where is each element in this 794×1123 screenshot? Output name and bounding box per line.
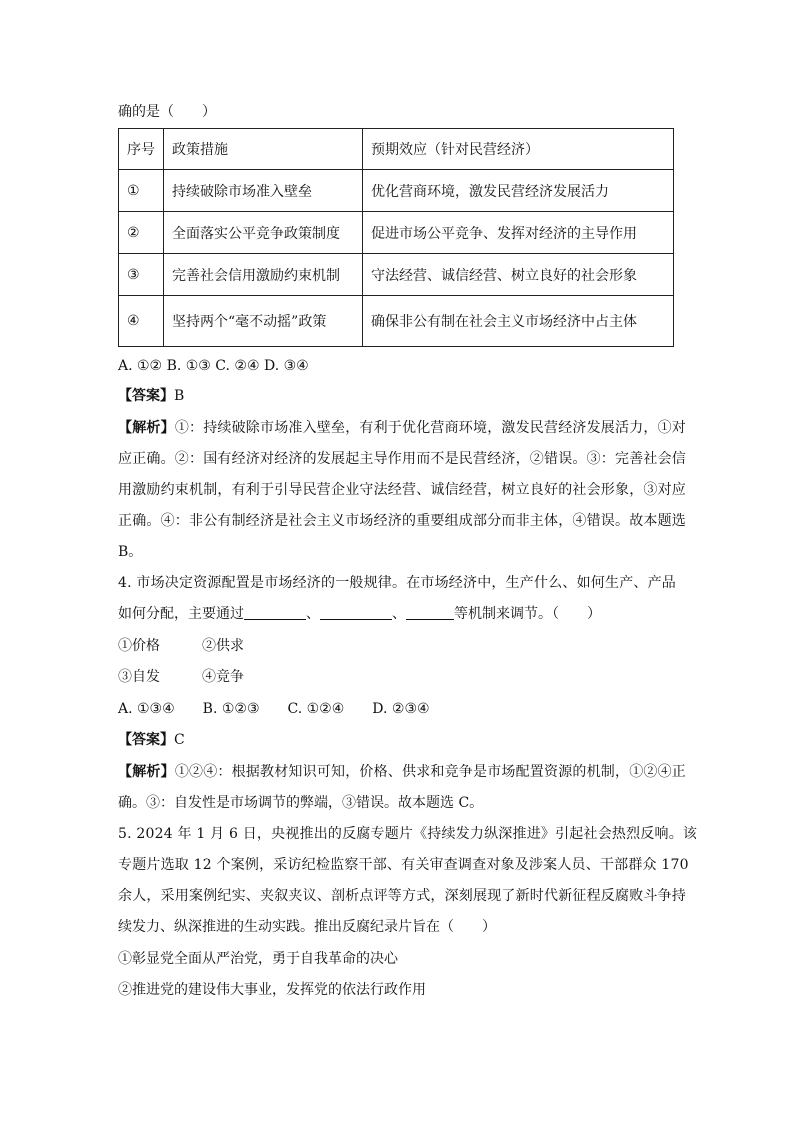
q5-stem-line: 余人，采用案例纪实、夹叙夹议、剖析点评等方式，深刻展现了新时代新征程反腐败斗争持 <box>118 888 686 904</box>
q4-answer <box>118 730 185 750</box>
q4-options: A. ①③④ B. ①②③ C. ①②④ D. ②③④ <box>118 701 430 717</box>
table-cell: ④ <box>119 296 164 347</box>
q4-analysis-line: 确。③：自发性是市场调节的弊端，③错误。故本题选 C。 <box>118 795 484 811</box>
table-cell: 优化营商环境，激发民营经济发展活力 <box>363 170 674 212</box>
q4-stem-text: 如何分配，主要通过 <box>118 606 244 622</box>
q3-analysis-line <box>118 418 686 438</box>
q4-stem-line <box>118 604 601 624</box>
analysis-label: 【解析】 <box>118 764 175 780</box>
q5-item: ②推进党的建设伟大事业，发挥党的依法行政作用 <box>118 982 426 998</box>
q4-stem-line: 4. 市场决定资源配置是市场经济的一般规律。在市场经济中，生产什么、如何生产、产品 <box>118 575 677 591</box>
separator: 、 <box>392 606 406 622</box>
table-cell: 全面落实公平竞争政策制度 <box>164 212 363 254</box>
separator: 、 <box>306 606 320 622</box>
table-cell: 确保非公有制在社会主义市场经济中占主体 <box>363 296 674 347</box>
q3-analysis-line: 应正确。②：国有经济对经济的发展起主导作用而不是民营经济，②错误。③：完善社会信 <box>118 451 686 467</box>
table-cell: ① <box>119 170 164 212</box>
header-cell: 政策措施 <box>164 129 363 170</box>
policy-table <box>118 128 674 347</box>
q5-stem-line: 5. 2024 年 1 月 6 日，央视推出的反腐专题片《持续发力纵深推进》引起社会热烈反响。该 <box>118 826 698 842</box>
table-row <box>119 296 674 347</box>
answer-label: 【答案】 <box>118 388 174 404</box>
header-cell: 预期效应（针对民营经济） <box>363 129 674 170</box>
answer-value: B <box>174 388 185 404</box>
fill-blank <box>320 605 392 620</box>
analysis-text: ①：持续破除市场准入壁垒，有利于优化营商环境，激发民营经济发展活力，①对 <box>174 420 687 436</box>
q4-items-line: ③自发 ④竞争 <box>118 669 244 685</box>
q3-options: A. ①② B. ①③ C. ②④ D. ③④ <box>118 358 309 374</box>
q3-answer <box>118 386 184 406</box>
q3-analysis-line: 用激励约束机制，有利于引导民营企业守法经营、诚信经营，树立良好的社会形象，③对应 <box>118 482 686 498</box>
q3-stem-end: 确的是（ ） <box>118 104 216 120</box>
analysis-text: ①②④：根据教材知识可知，价格、供求和竞争是市场配置资源的机制，①②④正 <box>174 764 687 780</box>
q3-analysis-line: 正确。④：非公有制经济是社会主义市场经济的重要组成部分而非主体，④错误。故本题选 <box>118 513 686 529</box>
table-cell: 坚持两个“毫不动摇”政策 <box>164 296 363 347</box>
q3-analysis-line: B。 <box>118 544 143 560</box>
answer-value: C <box>174 732 185 748</box>
q4-stem-text: 等机制来调节。（ ） <box>454 606 601 622</box>
table-row <box>119 170 674 212</box>
table-header-row <box>119 129 674 170</box>
table-row <box>119 254 674 296</box>
q5-item: ①彰显党全面从严治党，勇于自我革命的决心 <box>118 951 398 967</box>
table-cell: 持续破除市场准入壁垒 <box>164 170 363 212</box>
answer-label: 【答案】 <box>118 732 174 748</box>
q5-stem-line: 专题片选取 12 个案例，采访纪检监察干部、有关审查调查对象及涉案人员、干部群众 170 <box>118 857 689 873</box>
fill-blank <box>406 605 454 620</box>
q4-items-line: ①价格 ②供求 <box>118 638 244 654</box>
table-row <box>119 212 674 254</box>
fill-blank <box>244 605 306 620</box>
table-cell: 完善社会信用激励约束机制 <box>164 254 363 296</box>
table-cell: 促进市场公平竞争、发挥对经济的主导作用 <box>363 212 674 254</box>
q5-stem-line: 续发力、纵深推进的生动实践。推出反腐纪录片旨在（ ） <box>118 919 496 935</box>
q4-analysis-line <box>118 762 686 782</box>
header-cell: 序号 <box>119 129 164 170</box>
table-cell: ② <box>119 212 164 254</box>
table-cell: 守法经营、诚信经营、树立良好的社会形象 <box>363 254 674 296</box>
analysis-label: 【解析】 <box>118 420 175 436</box>
table-cell: ③ <box>119 254 164 296</box>
